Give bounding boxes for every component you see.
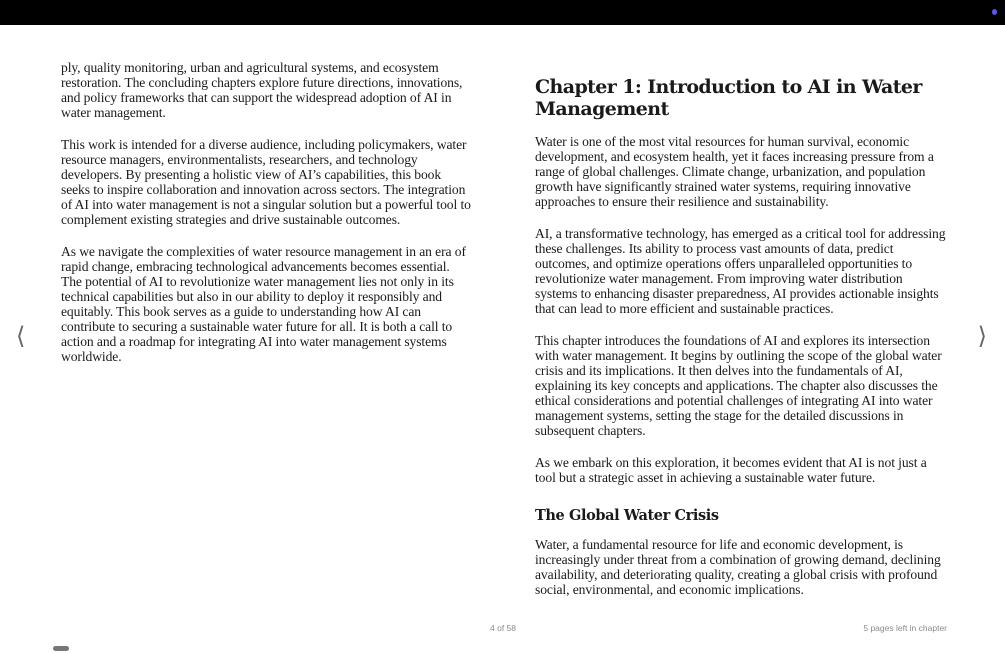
chapter-title: Chapter 1: Introduction to AI in Water Management: [535, 76, 922, 120]
paragraph: AI, a transformative technology, has emerged as a critical tool for addressing these challenges. Its ability to process vast amounts of data, predict outcomes, and optimize operations offers unparalleled opportunities to revolutionize water management. From improving water distribution systems to enhancing disaster preparedness, AI provides actionable insights that can lead to more efficient and sustainable practices.: [535, 226, 946, 316]
top-bar: [0, 0, 1005, 25]
paragraph: As we navigate the complexities of water resource management in an era of rapid change, embracing technological advancements becomes essential. The potential of AI to revolutionize water management lies not only in its technical capabilities but also in our ability to deploy it responsibly and equitably. This book serves as a guide to understanding how AI can contribute to securing a sustainable water future for all. It is both a call to action and a roadmap for integrating AI into water management systems worldwide.: [61, 244, 466, 364]
paragraph: As we embark on this exploration, it becomes evident that AI is not just a tool but a strategic asset in achieving a sustainable water future.: [535, 455, 927, 485]
left-page: [61, 60, 473, 381]
status-indicator-dot: [992, 9, 997, 15]
paragraph: This work is intended for a diverse audience, including policymakers, water resource managers, environmentalists, researchers, and technology developers. By presenting a holistic view of AI’s capabilities, this book seeks to inspire collaboration and innovation across sectors. The integration of AI into water management is not a singular solution but a powerful tool to complement existing strategies and drive sustainable outcomes.: [61, 137, 471, 227]
sidebar-toggle-handle[interactable]: [53, 646, 69, 651]
paragraph: Water is one of the most vital resources for human survival, economic development, and ecosystem health, yet it faces increasing pressure from a range of global challenges. Climate change, urbanization, and population growth have significantly strained water systems, requiring innovative approaches to ensure their resilience and sustainability.: [535, 134, 934, 209]
paragraph: ply, quality monitoring, urban and agricultural systems, and ecosystem restoration. The concluding chapters explore future directions, innovations, and policy frameworks that can support the widespread adoption of AI in water management.: [61, 60, 463, 120]
page-indicator: 4 of 58: [490, 623, 516, 633]
next-page-chevron-icon[interactable]: ⟩: [977, 322, 987, 350]
previous-page-chevron-icon[interactable]: ⟨: [16, 322, 26, 350]
right-page: [535, 60, 947, 614]
chapter-pages-remaining: 5 pages left in chapter: [863, 623, 947, 633]
paragraph: This chapter introduces the foundations of AI and explores its intersection with water management. It begins by outlining the scope of the global water crisis and its implications. It then delves into the fundamentals of AI, explaining its key concepts and applications. The chapter also discusses the ethical considerations and potential challenges of integrating AI into water management systems, setting the stage for the detailed discussions in subsequent chapters.: [535, 333, 942, 438]
section-title: The Global Water Crisis: [535, 507, 719, 524]
paragraph: Water, a fundamental resource for life and economic development, is increasingly under threat from a combination of growing demand, declining availability, and deteriorating quality, creating a global crisis with profound social, environmental, and economic implications.: [535, 537, 941, 597]
